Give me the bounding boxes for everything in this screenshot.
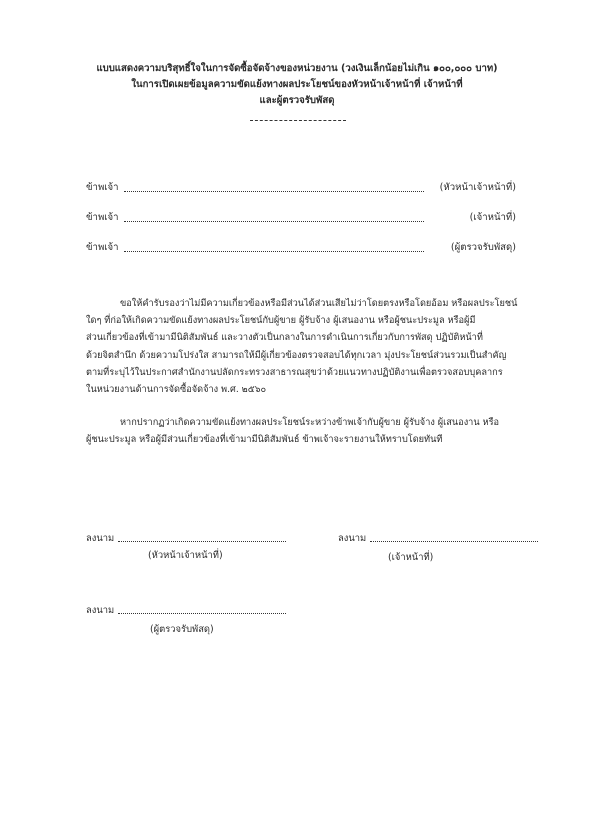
declarant-name-field[interactable] [124,251,424,252]
paragraph-line: ตามที่ระบุไว้ในประกาศสำนักงานปลัดกระทรวงสาธารณสุขว่าด้วยแนวทางปฏิบัติงานเพื่อตรวจสอบบุคลากร [86,366,503,378]
form-title-line-2: ในการเปิดเผยข้อมูลความขัดแย้งทางผลประโยชน์ของหัวหน้าเจ้าหน้าที่ เจ้าหน้าที่ [131,79,463,90]
declarant-name-field[interactable] [124,191,424,192]
signature-label: ลงนาม [86,605,115,616]
signature-block-inspector [86,603,286,633]
certification-paragraph [86,295,540,398]
signature-field[interactable] [118,613,286,614]
paragraph-line: ผู้ชนะประมูล หรือผู้มีส่วนเกี่ยวข้องที่เข้ามามีนิติสัมพันธ์ ข้าพเจ้าจะรายงานให้ทราบโดยทันที [86,434,443,446]
signature-block-officer [338,531,538,561]
signature-block-head-officer [86,531,286,561]
declarant-label: ข้าพเจ้า [86,242,119,253]
title-underline-divider [250,120,346,121]
declarant-row-head-officer [86,180,516,194]
declarant-name-field[interactable] [124,221,424,222]
paragraph-line: ขอให้คำรับรองว่าไม่มีความเกี่ยวข้องหรือมีส่วนได้ส่วนเสียไม่ว่าโดยตรงหรือโดยอ้อม หรือผลประโยชน์ [120,298,518,309]
paragraph-line: ด้วยจิตสำนึก ด้วยความโปร่งใส สามารถให้มีผู้เกี่ยวข้องตรวจสอบได้ทุกเวลา มุ่งประโยชน์ส่วนรวมเป็นสำคัญ [86,349,507,361]
declarant-label: ข้าพเจ้า [86,212,119,223]
paragraph-line: หากปรากฏว่าเกิดความขัดแย้งทางผลประโยชน์ระหว่างข้าพเจ้ากับผู้ขาย ผู้รับจ้าง ผู้เสนองาน หรือ [120,417,500,428]
form-title-line-3: และผู้ตรวจรับพัสดุ [259,95,335,106]
signature-label: ลงนาม [86,533,115,544]
paragraph-line: ส่วนเกี่ยวข้องที่เข้ามามีนิติสัมพันธ์ และวางตัวเป็นกลางในการดำเนินการเกี่ยวกับการพัสดุ ปฏิบัติหน้าที่ [86,332,483,344]
declarant-row-inspector [86,240,516,254]
paragraph-line: ในหน่วยงานด้านการจัดซื้อจัดจ้าง พ.ศ. ๒๕๖๐ [86,384,267,396]
signature-field[interactable] [370,541,538,542]
signature-role: (เจ้าหน้าที่) [388,552,434,563]
form-title-line-1: แบบแสดงความบริสุทธิ์ใจในการจัดซื้อจัดจ้างของหน่วยงาน (วงเงินเล็กน้อยไม่เกิน ๑๐๐,๐๐๐ บาท) [96,63,498,74]
declarant-role: (เจ้าหน้าที่) [469,212,516,223]
declarant-role: (หัวหน้าเจ้าหน้าที่) [439,182,516,193]
paragraph-line: ใดๆ ที่ก่อให้เกิดความขัดแย้งทางผลประโยชน์กับผู้ขาย ผู้รับจ้าง ผู้เสนองาน หรือผู้ชนะประมูล หรือผู้มี [86,315,476,327]
declarant-row-officer [86,210,516,224]
signature-label: ลงนาม [338,533,367,544]
declarant-label: ข้าพเจ้า [86,182,119,193]
declarant-role: (ผู้ตรวจรับพัสดุ) [450,242,516,253]
signature-field[interactable] [118,541,286,542]
signature-role: (หัวหน้าเจ้าหน้าที่) [148,550,223,561]
conflict-report-paragraph [86,414,540,448]
signature-role: (ผู้ตรวจรับพัสดุ) [150,624,214,635]
